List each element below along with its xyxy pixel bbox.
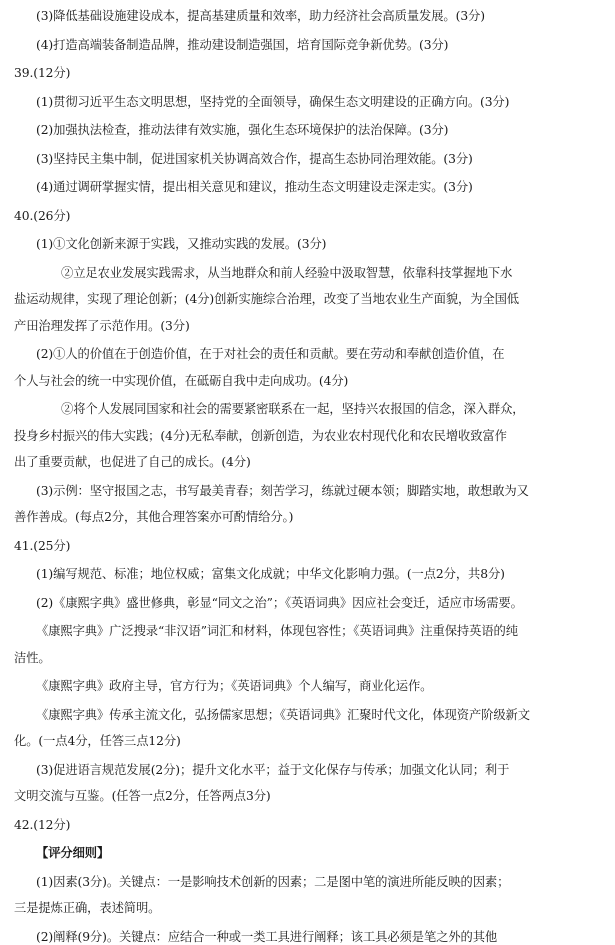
- text-line: ②立足农业发展实践需求，从当地群众和前人经验中汲取智慧，依靠科技掌握地下水: [61, 265, 513, 280]
- text-line: 41.(25分): [14, 538, 71, 553]
- text-line: 《康熙字典》政府主导，官方行为；《英语词典》个人编写，商业化运作。: [36, 679, 433, 693]
- text-line: 洁性。: [14, 650, 51, 665]
- text-line: (1)①文化创新来源于实践，又推动实践的发展。(3分): [36, 237, 327, 251]
- text-line: 善作善成。(每点2分，其他合理答案亦可酌情给分。): [14, 510, 294, 524]
- text-line: 化。(一点4分，任答三点12分): [14, 734, 181, 748]
- text-line: ②将个人发展同国家和社会的需要紧密联系在一起，坚持兴农报国的信念，深入群众，: [61, 402, 525, 416]
- text-line: 【评分细则】: [36, 845, 110, 860]
- text-line: (2)加强执法检查，推动法律有效实施，强化生态环境保护的法治保障。(3分): [36, 123, 449, 137]
- text-line: (2)阐释(9分)。关键点：应结合一种或一类工具进行阐释；该工具必须是笔之外的其他: [36, 929, 498, 944]
- text-line: 40.(26分): [14, 208, 71, 223]
- text-line: 文明交流与互鉴。(任答一点2分，任答两点3分): [14, 789, 271, 803]
- text-line: (4)通过调研掌握实情，提出相关意见和建议，推动生态文明建设走深走实。(3分): [36, 180, 473, 194]
- text-line: (2)①人的价值在于创造价值，在于对社会的责任和贡献。要在劳动和奉献创造价值，在: [36, 347, 505, 361]
- text-line: (1)贯彻习近平生态文明思想，坚持党的全面领导，确保生态文明建设的正确方向。(3分): [36, 94, 510, 109]
- text-line: 《康熙字典》传承主流文化，弘扬儒家思想；《英语词典》汇聚时代文化，体现资产阶级新文: [36, 707, 530, 722]
- text-line: 投身乡村振兴的伟大实践；(4分)无私奉献，创新创造，为农业农村现代化和农民增收致富作: [14, 428, 507, 443]
- text-line: 产田治理发挥了示范作用。(3分): [14, 318, 190, 333]
- text-line: (3)示例：坚守报国之志，书写最美青春；刻苦学习，练就过硬本领；脚踏实地，敢想敢为又: [36, 483, 529, 498]
- text-line: 三是提炼正确，表述简明。: [14, 901, 161, 915]
- text-line: (1)编写规范、标准；地位权威；富集文化成就；中华文化影响力强。(一点2分，共8分): [36, 567, 505, 581]
- text-line: (4)打造高端装备制造品牌，推动建设制造强国，培育国际竞争新优势。(3分): [36, 37, 449, 52]
- text-line: (2)《康熙字典》盛世修典，彰显“同文之治”；《英语词典》因应社会变迁，适应市场需要。: [36, 595, 523, 610]
- text-line: 个人与社会的统一中实现价值，在砥砺自我中走向成功。(4分): [14, 373, 349, 388]
- text-line: 《康熙字典》广泛搜录“非汉语”词汇和材料，体现包容性；《英语词典》注重保持英语的纯: [36, 624, 518, 638]
- text-line: 42.(12分): [14, 817, 71, 832]
- text-line: 盐运动规律，实现了理论创新；(4分)创新实施综合治理，改变了当地农业生产面貌，为全国低: [14, 292, 519, 306]
- text-line: (1)因素(3分)。关键点：一是影响技术创新的因素；二是图中笔的演进所能反映的因素；: [36, 874, 510, 889]
- text-line: (3)坚持民主集中制，促进国家机关协调高效合作，提高生态协同治理效能。(3分): [36, 151, 473, 166]
- text-line: (3)降低基础设施建设成本，提高基建质量和效率，助力经济社会高质量发展。(3分): [36, 9, 485, 23]
- text-line: 出了重要贡献，也促进了自己的成长。(4分): [14, 455, 251, 469]
- text-line: 39.(12分): [14, 66, 71, 80]
- text-line: (3)促进语言规范发展(2分)；提升文化水平；益于文化保存与传承；加强文化认同；利于: [36, 762, 510, 777]
